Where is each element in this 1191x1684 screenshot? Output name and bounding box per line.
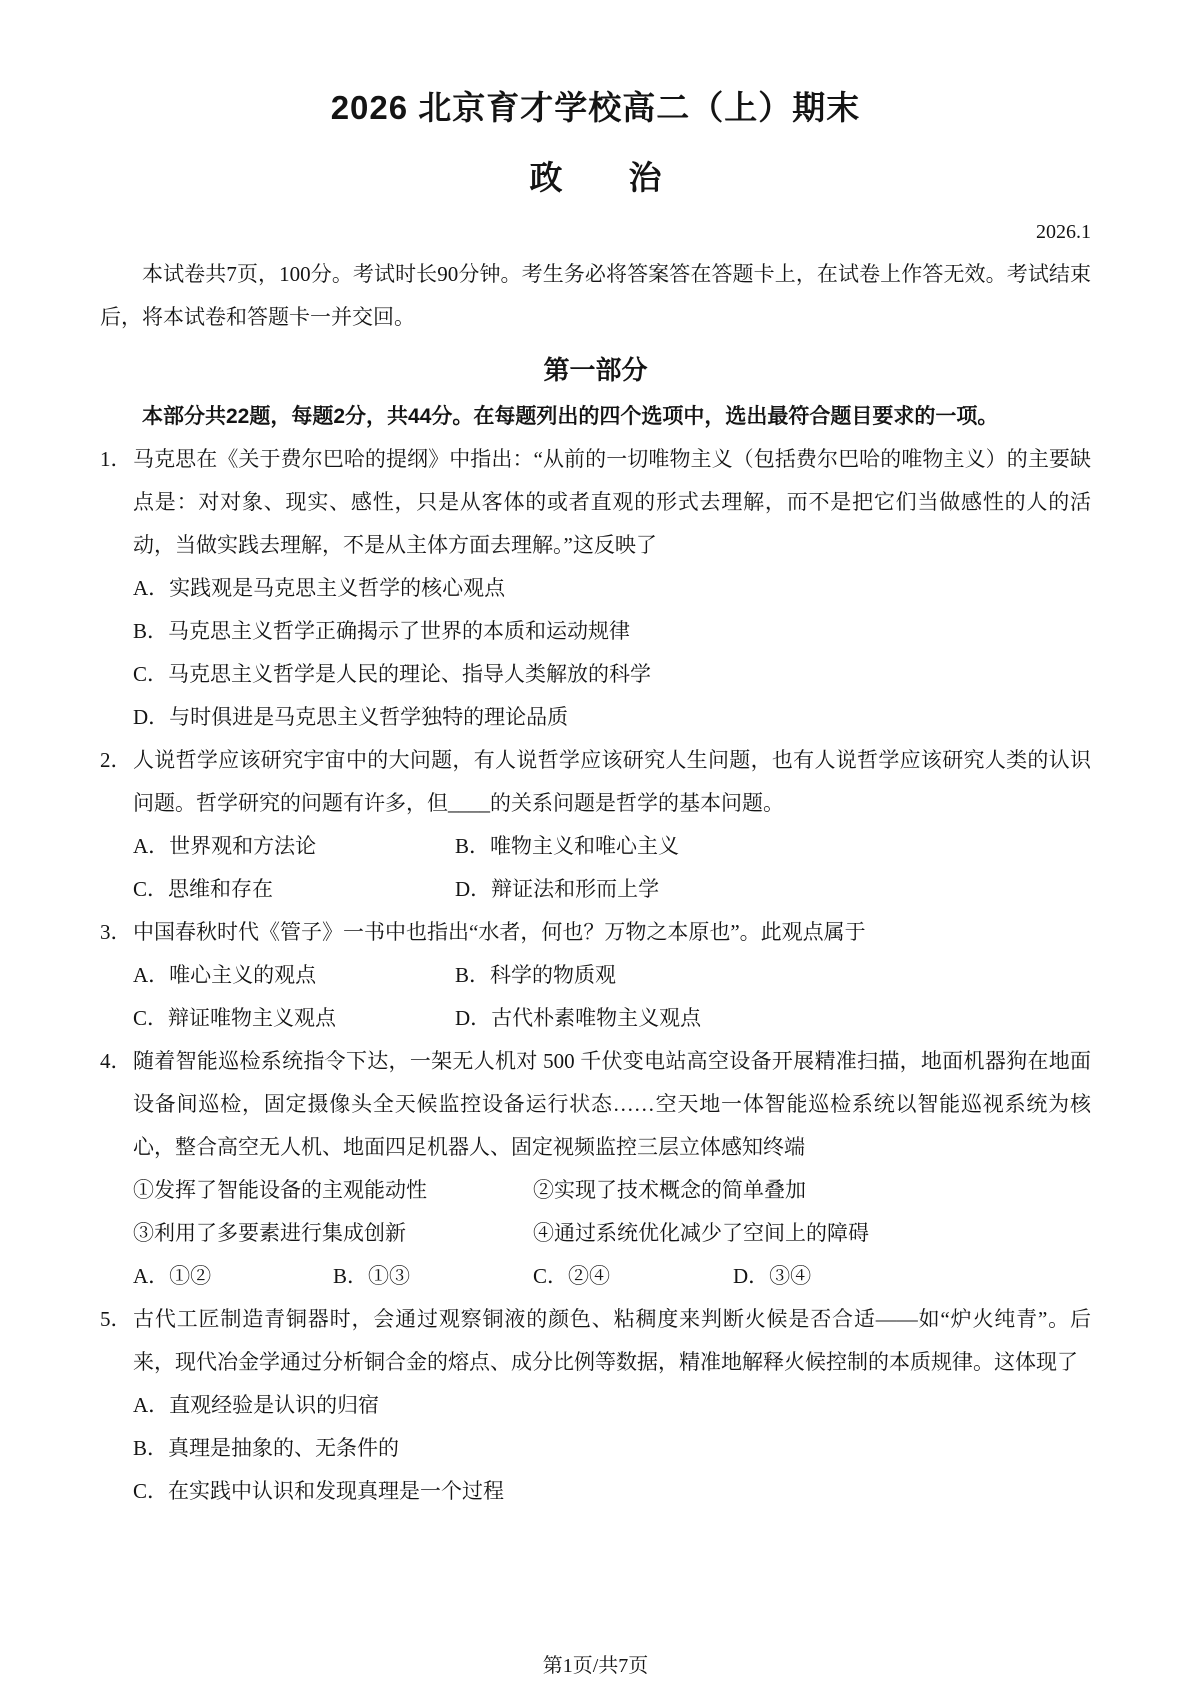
- question-item: [100, 911, 1091, 1040]
- question-stem: 人说哲学应该研究宇宙中的大问题，有人说哲学应该研究人生问题，也有人说哲学应该研究人类的认识问题。哲学研究的问题有许多，但____的关系问题是哲学的基本问题。: [133, 748, 1091, 815]
- option-item: C．思维和存在: [133, 877, 274, 901]
- option-item: D．辩证法和形而上学: [455, 877, 660, 901]
- question-body: [133, 438, 1091, 739]
- section-instruction: 本部分共22题，每题2分，共44分。在每题列出的四个选项中，选出最符合题目要求的一项。: [142, 405, 999, 428]
- question-body: [133, 1040, 1091, 1298]
- page-footer: 第1页/共7页: [542, 1655, 649, 1677]
- option-item: B．真理是抽象的、无条件的: [133, 1436, 400, 1460]
- option-item: D．古代朴素唯物主义观点: [455, 1006, 702, 1030]
- question-number: 5．: [100, 1307, 132, 1331]
- option-item: C．②④: [533, 1264, 611, 1288]
- question-item: [100, 438, 1091, 739]
- option-item: B．马克思主义哲学正确揭示了世界的本质和运动规律: [133, 619, 631, 643]
- question-number: 3．: [100, 920, 132, 944]
- option-item: A．直观经验是认识的归宿: [133, 1393, 380, 1417]
- option-group: [133, 1255, 1091, 1298]
- option-item: A．唯心主义的观点: [133, 963, 317, 987]
- option-item: A．世界观和方法论: [133, 834, 317, 858]
- statement-group: [133, 1169, 1091, 1255]
- option-item: B．唯物主义和唯心主义: [455, 834, 680, 858]
- question-item: [100, 1298, 1091, 1513]
- option-group: [133, 825, 1091, 911]
- question-item: [100, 1040, 1091, 1298]
- page-title: 2026 北京育才学校高二（上）期末: [330, 89, 861, 126]
- question-stem: 中国春秋时代《管子》一书中也指出“水者，何也？万物之本原也”。此观点属于: [133, 920, 866, 944]
- option-group: [133, 954, 1091, 1040]
- option-item: C．马克思主义哲学是人民的理论、指导人类解放的科学: [133, 662, 652, 686]
- option-item: D．③④: [733, 1264, 812, 1288]
- question-body: [133, 1298, 1091, 1513]
- question-number: 4．: [100, 1049, 132, 1073]
- option-item: B．科学的物质观: [455, 963, 617, 987]
- section-heading: 第一部分: [543, 355, 648, 385]
- option-item: D．与时俱进是马克思主义哲学独特的理论品质: [133, 705, 569, 729]
- question-body: [133, 911, 1091, 1040]
- statement-item: ①发挥了智能设备的主观能动性: [133, 1178, 427, 1202]
- question-number: 2．: [100, 748, 132, 772]
- question-stem: 古代工匠制造青铜器时，会通过观察铜液的颜色、粘稠度来判断火候是否合适——如“炉火纯青”。后来，现代冶金学通过分析铜合金的熔点、成分比例等数据，精准地解释火候控制的本质规律。这体现了: [133, 1307, 1091, 1374]
- option-group: [133, 567, 1091, 739]
- question-item: [100, 739, 1091, 911]
- option-group: [133, 1384, 1091, 1513]
- option-item: B．①③: [333, 1264, 411, 1288]
- option-item: A．①②: [133, 1264, 212, 1288]
- question-stem: 马克思在《关于费尔巴哈的提纲》中指出：“从前的一切唯物主义（包括费尔巴哈的唯物主义）的主要缺点是：对对象、现实、感性，只是从客体的或者直观的形式去理解，而不是把它们当做感性的人的活动，当做实践去理解，不是从主体方面去理解。”这反映了: [133, 447, 1091, 557]
- question-stem: 随着智能巡检系统指令下达，一架无人机对 500 千伏变电站高空设备开展精准扫描，地面机器狗在地面设备间巡检，固定摄像头全天候监控设备运行状态……空天地一体智能巡检系统以智能巡视系统为核心，整合高空无人机、地面四足机器人、固定视频监控三层立体感知终端: [133, 1049, 1091, 1159]
- option-item: A．实践观是马克思主义哲学的核心观点: [133, 576, 506, 600]
- statement-item: ④通过系统优化减少了空间上的障碍: [533, 1221, 869, 1245]
- option-item: C．在实践中认识和发现真理是一个过程: [133, 1479, 505, 1503]
- statement-item: ②实现了技术概念的简单叠加: [533, 1178, 806, 1202]
- question-body: [133, 739, 1091, 911]
- subject-title: 政 治: [529, 159, 662, 196]
- questions: [100, 438, 1091, 1513]
- option-item: C．辩证唯物主义观点: [133, 1006, 337, 1030]
- question-number: 1．: [100, 447, 132, 471]
- statement-item: ③利用了多要素进行集成创新: [133, 1221, 406, 1245]
- exam-notice: 本试卷共7页，100分。考试时长90分钟。考生务必将答案答在答题卡上，在试卷上作答无效。考试结束后，将本试卷和答题卡一并交回。: [100, 262, 1091, 329]
- exam-date: 2026.1: [1036, 221, 1091, 243]
